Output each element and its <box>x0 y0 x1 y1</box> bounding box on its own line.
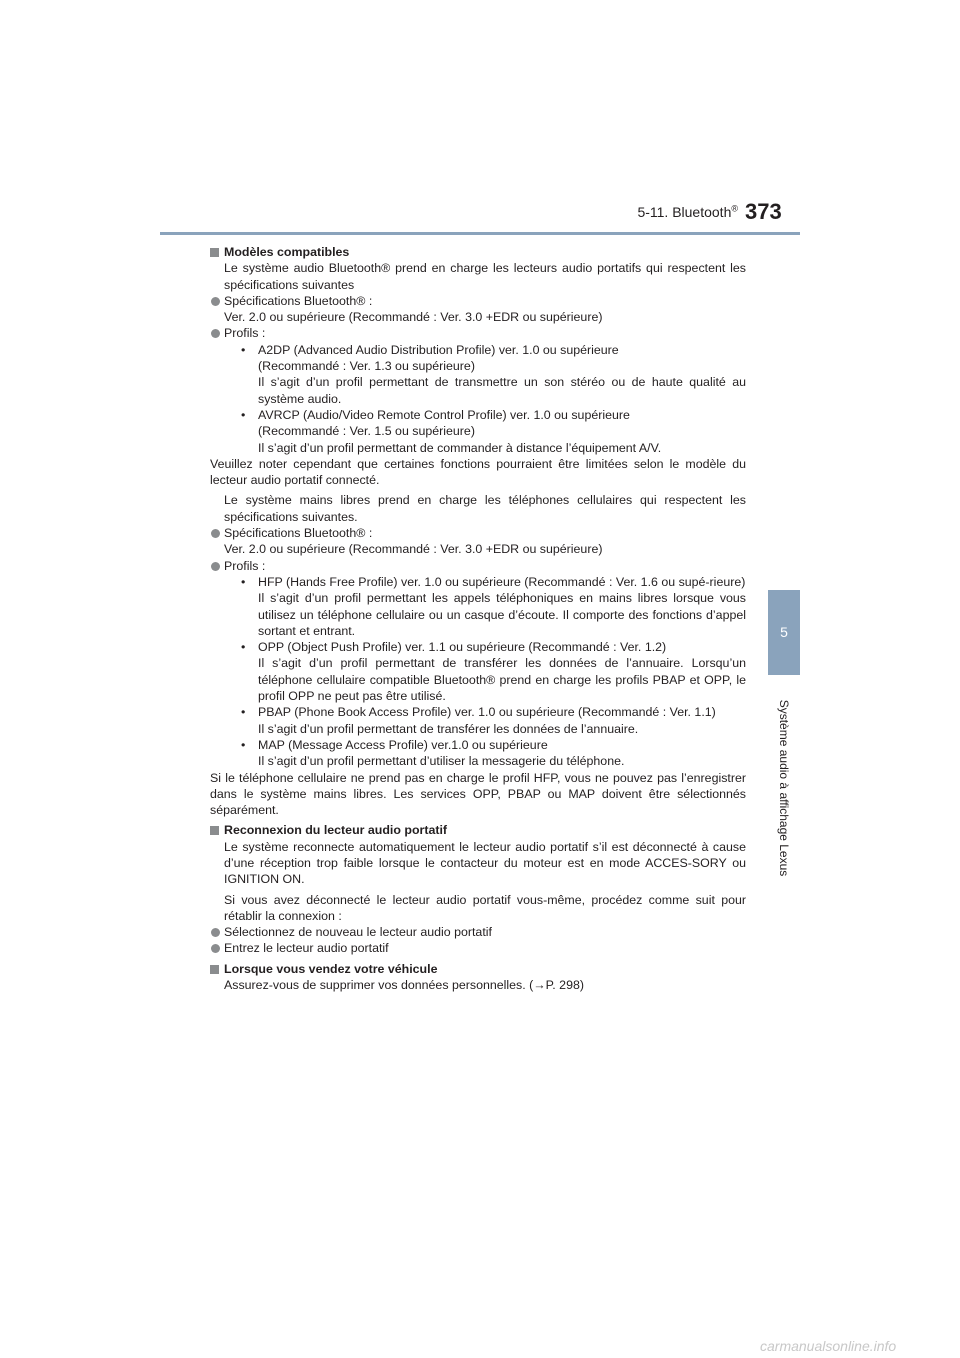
paragraph: Le système reconnecte automatiquement le lecteur audio portatif s’il est déconnecté à cause d’une réception trop faible lorsque le contacteur du moteur est en mode ACCES-SORY ou IGNITION ON. <box>224 839 746 887</box>
round-bullet-icon <box>211 562 220 571</box>
paragraph: Le système mains libres prend en charge les téléphones cellulaires qui respectent les spécifications suivantes. <box>224 493 746 524</box>
bullet-item: Profils : <box>210 558 746 574</box>
bullet-item: Profils : <box>210 325 746 341</box>
bullet-item: Entrez le lecteur audio portatif <box>210 940 746 956</box>
header-rule <box>160 232 800 235</box>
heading-selling-vehicle: Lorsque vous vendez votre véhicule <box>210 961 746 977</box>
paragraph: Le système audio Bluetooth® prend en charge les lecteurs audio portatifs qui respectent les spécifications suivantes <box>224 261 746 292</box>
page-content <box>210 244 746 993</box>
paragraph: Assurez-vous de supprimer vos données personnelles. (→P. 298) <box>224 978 584 993</box>
sub-item: • HFP (Hands Free Profile) ver. 1.0 ou supérieure (Recommandé : Ver. 1.6 ou supé-rieure) Il s’agit d’un profil permettant les appels téléphoniques en mains libres lorsque vous utilisez un téléphone cellulaire ou un casque d’écoute. Il comporte des fonctions d’appel sortant et entrant. <box>241 574 746 638</box>
heading-reconnection: Reconnexion du lecteur audio portatif <box>210 822 746 838</box>
square-bullet-icon <box>210 248 219 257</box>
square-bullet-icon <box>210 826 219 835</box>
section-title: 5-11. Bluetooth® <box>637 203 738 220</box>
paragraph: Si le téléphone cellulaire ne prend pas en charge le profil HFP, vous ne pouvez pas l’enregistrer dans le système mains libres. Les services OPP, PBAP ou MAP doivent être sélectionnés séparément. <box>210 770 746 818</box>
chapter-tab: 5 <box>768 590 800 675</box>
page-number: 373 <box>745 199 782 224</box>
round-bullet-icon <box>211 944 220 953</box>
chapter-title: Système audio à affichage Lexus <box>777 699 791 877</box>
bullet-item: Sélectionnez de nouveau le lecteur audio portatif <box>210 924 746 940</box>
sub-item: • AVRCP (Audio/Video Remote Control Profile) ver. 1.0 ou supérieure (Recommandé : Ver. 1.5 ou supérieure) Il s’agit d’un profil permettant de commander à distance l’équipement A/V. <box>241 407 662 455</box>
square-bullet-icon <box>210 965 219 974</box>
round-bullet-icon <box>211 329 220 338</box>
round-bullet-icon <box>211 529 220 538</box>
bullet-item: Spécifications Bluetooth® : Ver. 2.0 ou supérieure (Recommandé : Ver. 3.0 +EDR ou supérieure) <box>210 525 746 558</box>
sub-item: • OPP (Object Push Profile) ver. 1.1 ou supérieure (Recommandé : Ver. 1.2) Il s’agit d’un profil permettant de transférer les données de l’annuaire. Lorsqu’un téléphone cellulaire compatible Bluetooth® prend en charge les profils PBAP et OPP, le profil OPP ne peut pas être utilisé. <box>241 640 746 704</box>
bullet-item: Spécifications Bluetooth® : Ver. 2.0 ou supérieure (Recommandé : Ver. 3.0 +EDR ou supérieure) <box>210 293 746 326</box>
sub-item: • MAP (Message Access Profile) ver.1.0 ou supérieure Il s’agit d’un profil permettant d’utiliser la messagerie du téléphone. <box>241 737 625 769</box>
round-bullet-icon <box>211 928 220 937</box>
heading-compatible-models: Modèles compatibles <box>210 244 746 260</box>
paragraph: Veuillez noter cependant que certaines fonctions pourraient être limitées selon le modèle du lecteur audio portatif connecté. <box>210 456 746 488</box>
round-bullet-icon <box>211 297 220 306</box>
sub-item: • A2DP (Advanced Audio Distribution Profile) ver. 1.0 ou supérieure (Recommandé : Ver. 1.3 ou supérieure) Il s’agit d’un profil permettant de transmettre un son stéréo ou de haute qualité au système audio. <box>241 342 746 406</box>
sub-item: • PBAP (Phone Book Access Profile) ver. 1.0 ou supérieure (Recommandé : Ver. 1.1) Il s’agit d’un profil permettant de transférer les données de l’annuaire. <box>241 705 716 736</box>
paragraph: Si vous avez déconnecté le lecteur audio portatif vous-même, procédez comme suit pour rétablir la connexion : <box>224 892 746 923</box>
watermark-logo: carmanualsonline.info <box>760 1338 897 1354</box>
